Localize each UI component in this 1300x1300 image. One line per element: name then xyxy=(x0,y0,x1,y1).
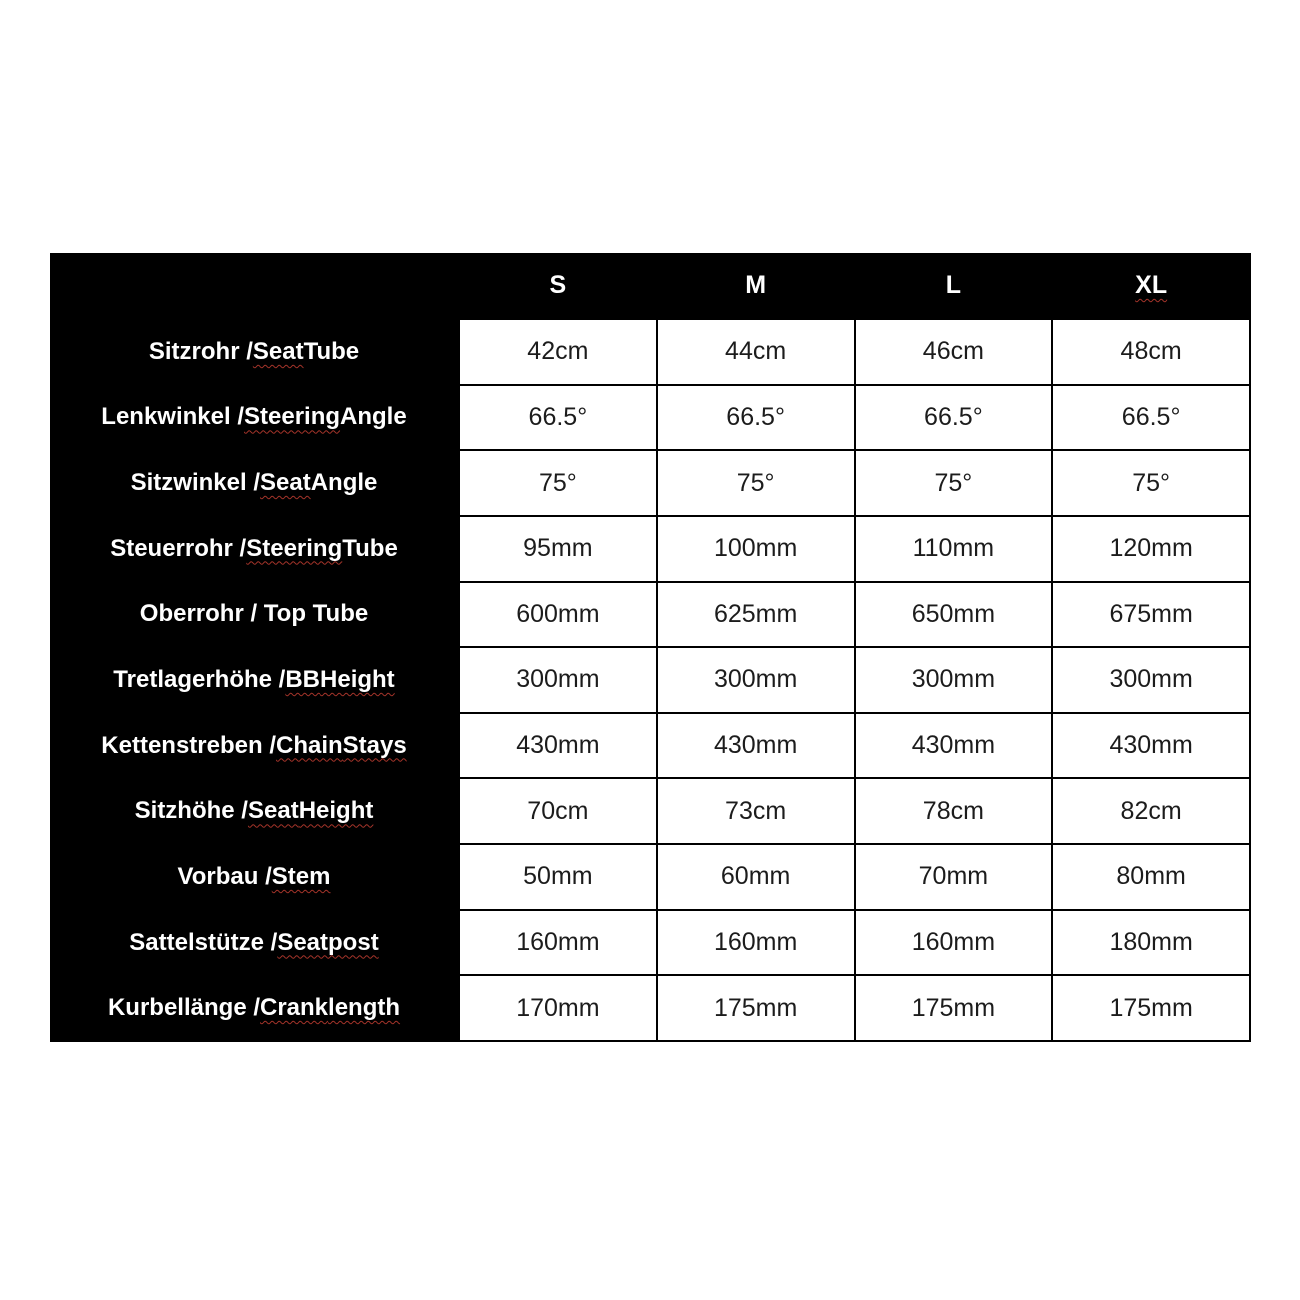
value-cell: 66.5° xyxy=(856,386,1052,450)
value-cell: 73cm xyxy=(658,779,854,843)
row-label-segment-spellchecked: Seat xyxy=(247,797,299,825)
row-label-segment: Sitzrohr / xyxy=(148,337,253,365)
value-cell: 430mm xyxy=(658,714,854,778)
value-cell: 650mm xyxy=(856,583,1052,647)
row-label-segment-spellchecked: BB xyxy=(285,665,321,693)
value-cell: 82cm xyxy=(1053,779,1249,843)
row-label-segment-spellchecked: Height xyxy=(320,665,395,693)
column-header-l xyxy=(856,253,1052,318)
value-cell: 300mm xyxy=(658,648,854,712)
value-cell: 66.5° xyxy=(460,386,656,450)
row-label xyxy=(50,779,458,843)
value-cell: 48cm xyxy=(1053,320,1249,384)
row-label-segment: Sitzwinkel / xyxy=(130,469,260,497)
value-cell: 66.5° xyxy=(658,386,854,450)
value-cell: 600mm xyxy=(460,583,656,647)
row-label-segment: Lenkwinkel / xyxy=(101,403,244,431)
value-cell: 160mm xyxy=(658,911,854,975)
row-label xyxy=(50,714,458,778)
row-label-segment-spellchecked: length xyxy=(328,994,401,1022)
value-cell: 625mm xyxy=(658,583,854,647)
column-header-s xyxy=(460,253,656,318)
row-label-segment: Kurbellänge / xyxy=(107,994,260,1022)
row-label-segment-spellchecked: Steering xyxy=(246,534,343,562)
value-cell: 175mm xyxy=(1053,976,1249,1040)
value-cell: 80mm xyxy=(1053,845,1249,909)
value-cell: 42cm xyxy=(460,320,656,384)
row-label-segment-spellchecked: Steering xyxy=(244,403,341,431)
row-label-segment-spellchecked: Height xyxy=(298,797,374,825)
value-cell: 70cm xyxy=(460,779,656,843)
row-label xyxy=(50,583,458,647)
row-label-segment: Kettenstreben / xyxy=(101,731,276,759)
row-label xyxy=(50,517,458,581)
value-cell: 300mm xyxy=(1053,648,1249,712)
row-label-segment: Tube xyxy=(303,337,360,365)
column-header-label: S xyxy=(549,271,567,299)
value-cell: 120mm xyxy=(1053,517,1249,581)
value-cell: 75° xyxy=(1053,451,1249,515)
value-cell: 50mm xyxy=(460,845,656,909)
row-label-segment-spellchecked: Stem xyxy=(271,862,331,890)
row-label xyxy=(50,451,458,515)
value-cell: 170mm xyxy=(460,976,656,1040)
value-cell: 70mm xyxy=(856,845,1052,909)
bike-geometry-table xyxy=(50,253,1251,1042)
row-label xyxy=(50,386,458,450)
value-cell: 675mm xyxy=(1053,583,1249,647)
value-cell: 75° xyxy=(856,451,1052,515)
row-label xyxy=(50,648,458,712)
value-cell: 300mm xyxy=(856,648,1052,712)
value-cell: 430mm xyxy=(856,714,1052,778)
row-label-segment: Sattelstütze / xyxy=(129,928,278,956)
row-label-segment: Tretlagerhöhe / xyxy=(113,665,286,693)
value-cell: 75° xyxy=(460,451,656,515)
value-cell: 175mm xyxy=(658,976,854,1040)
value-cell: 78cm xyxy=(856,779,1052,843)
column-header-label: XL xyxy=(1135,271,1168,299)
value-cell: 180mm xyxy=(1053,911,1249,975)
row-label-segment: Angle xyxy=(310,469,378,497)
value-cell: 100mm xyxy=(658,517,854,581)
value-cell: 430mm xyxy=(460,714,656,778)
value-cell: 160mm xyxy=(856,911,1052,975)
value-cell: 300mm xyxy=(460,648,656,712)
row-label-segment-spellchecked: Chain xyxy=(275,731,343,759)
value-cell: 60mm xyxy=(658,845,854,909)
column-header-xl xyxy=(1053,253,1249,318)
row-label xyxy=(50,976,458,1040)
row-label-segment: Oberrohr / Top Tube xyxy=(139,600,369,628)
value-cell: 430mm xyxy=(1053,714,1249,778)
column-header-label: M xyxy=(745,271,767,299)
value-cell: 110mm xyxy=(856,517,1052,581)
value-cell: 44cm xyxy=(658,320,854,384)
row-label xyxy=(50,845,458,909)
column-header-m xyxy=(658,253,854,318)
row-label-segment-spellchecked: Seat xyxy=(260,469,311,497)
row-label xyxy=(50,911,458,975)
row-label-segment: Vorbau / xyxy=(177,862,272,890)
value-cell: 66.5° xyxy=(1053,386,1249,450)
table-corner xyxy=(50,253,458,318)
row-label-segment: Sitzhöhe / xyxy=(134,797,248,825)
column-header-label: L xyxy=(945,271,962,299)
row-label-segment: Steuerrohr / xyxy=(110,534,247,562)
row-label-segment-spellchecked: Stays xyxy=(342,731,407,759)
value-cell: 175mm xyxy=(856,976,1052,1040)
row-label-segment-spellchecked: Crank xyxy=(260,994,329,1022)
row-label xyxy=(50,320,458,384)
value-cell: 95mm xyxy=(460,517,656,581)
row-label-segment-spellchecked: Seat xyxy=(252,337,304,365)
row-label-segment-spellchecked: Seatpost xyxy=(277,928,379,956)
value-cell: 75° xyxy=(658,451,854,515)
value-cell: 46cm xyxy=(856,320,1052,384)
row-label-segment: Tube xyxy=(342,534,398,562)
row-label-segment: Angle xyxy=(340,403,407,431)
value-cell: 160mm xyxy=(460,911,656,975)
